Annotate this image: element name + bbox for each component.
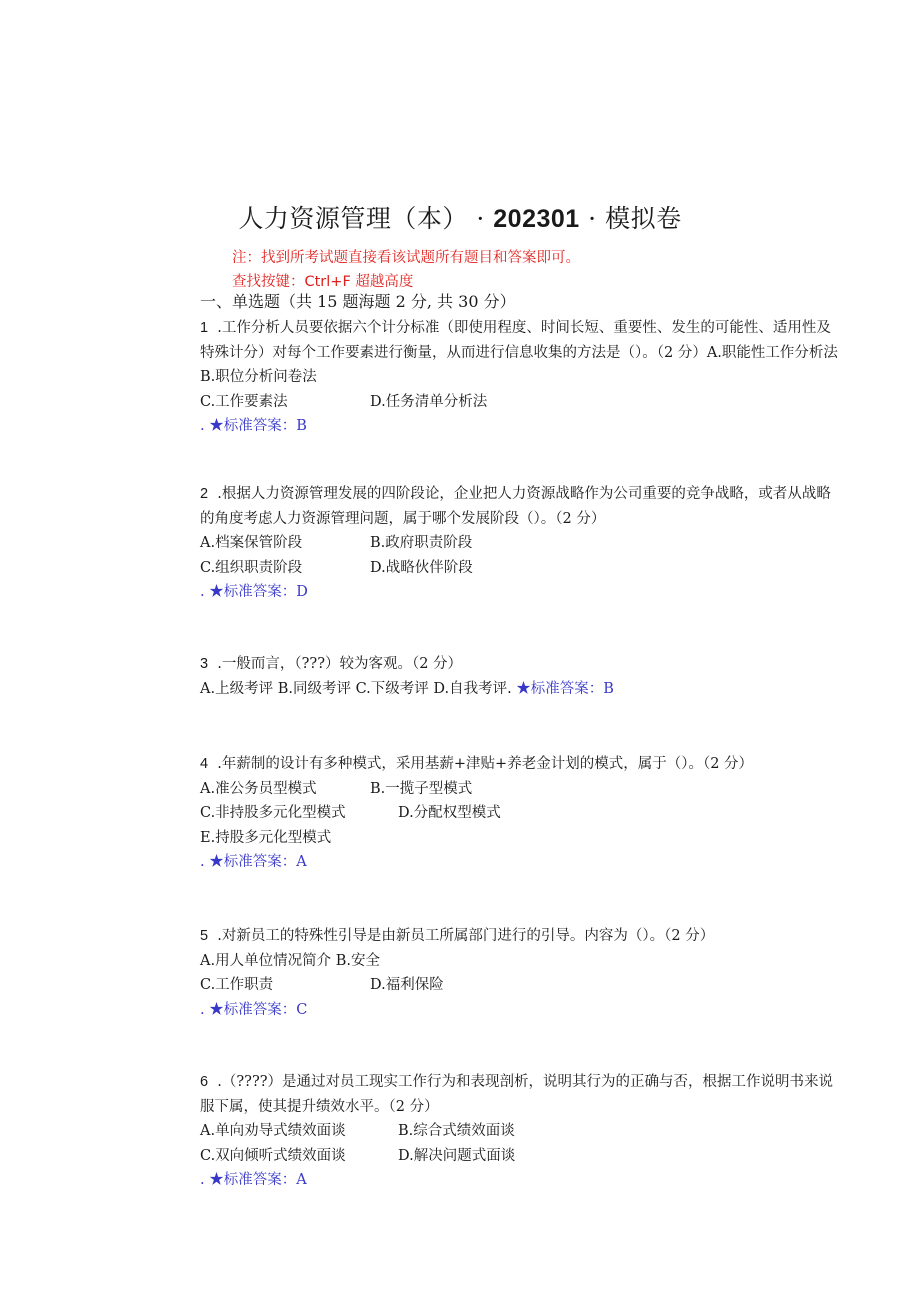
- question-number: 6: [200, 1074, 209, 1090]
- question-stem: .（????）是通过对员工现实工作行为和表现剖析，说明其行为的正确与否，根据工作说明书来说服下属，使其提升绩效水平。（2 分）: [200, 1074, 833, 1115]
- question-stem: .对新员工的特殊性引导是由新员工所属部门进行的引导。内容为（）。（2 分）: [217, 928, 715, 944]
- question-1: [200, 316, 845, 439]
- standard-answer: ★标准答案：B: [516, 680, 614, 697]
- question-number: 2: [200, 486, 209, 502]
- title-separator: ·: [476, 204, 485, 233]
- title-prefix: 人力资源管理（本）: [238, 204, 468, 233]
- title-code: 202301: [493, 205, 580, 233]
- question-5: [200, 924, 845, 1022]
- option-b: B.一揽子型模式: [370, 780, 473, 797]
- question-number: 3: [200, 656, 209, 672]
- option-a: A.准公务员型模式: [200, 780, 317, 797]
- title-suffix: 模拟卷: [605, 204, 682, 233]
- option-d: D.任务清单分析法: [370, 393, 488, 410]
- question-2: [200, 482, 845, 605]
- standard-answer: . ★标准答案：D: [200, 584, 308, 600]
- option-d: D.福利保险: [370, 977, 444, 993]
- option-d: D.分配权型模式: [398, 805, 501, 821]
- option-a-b: A.用人单位情况简介 B.安全: [200, 952, 380, 969]
- question-stem: .工作分析人员要依据六个计分标准（即使用程度、时间长短、重要性、发生的可能性、适用性及特殊计分）对每个工作要素进行衡量，从而进行信息收集的方法是（）。（2 分）A.职能性工作分析法 B.职位分析问卷法: [200, 320, 838, 385]
- option-c: C.非持股多元化型模式: [200, 805, 346, 821]
- standard-answer: . ★标准答案：A: [200, 854, 307, 870]
- question-number: 5: [200, 928, 209, 944]
- standard-answer: . ★标准答案：A: [200, 1172, 307, 1188]
- inline-options: A.上级考评 B.同级考评 C.下级考评 D.自我考评.: [200, 680, 512, 697]
- section-heading: 一、单选题（共 15 题海题 2 分, 共 30 分）: [200, 292, 516, 311]
- option-a: A.档案保管阶段: [200, 535, 303, 551]
- option-d: D.战略伙伴阶段: [370, 559, 473, 576]
- option-c: C.工作职责: [200, 977, 274, 993]
- option-c: C.组织职责阶段: [200, 559, 303, 576]
- question-stem: .一般而言，（???）较为客观。（2 分）: [217, 656, 463, 672]
- question-number: 4: [200, 756, 209, 772]
- question-4: [200, 752, 845, 875]
- question-6: [200, 1070, 845, 1193]
- document-title: [0, 202, 920, 236]
- option-c: C.双向倾听式绩效面谈: [200, 1147, 346, 1164]
- option-c: C.工作要素法: [200, 393, 288, 410]
- question-stem: .根据人力资源管理发展的四阶段论，企业把人力资源战略作为公司重要的竞争战略，或者从战略的角度考虑人力资源管理问题，属于哪个发展阶段（）。（2 分）: [200, 486, 831, 527]
- standard-answer: . ★标准答案：B: [200, 418, 307, 434]
- note-search-key: 查找按键：Ctrl+F 超越高度: [232, 274, 414, 290]
- option-d: D.解决问题式面谈: [398, 1147, 516, 1164]
- question-3: [200, 652, 845, 701]
- title-separator: ·: [588, 204, 597, 233]
- option-b: B.综合式绩效面谈: [398, 1123, 515, 1139]
- option-b: B.政府职责阶段: [370, 535, 473, 551]
- question-number: 1: [200, 320, 209, 336]
- option-e: E.持股多元化型模式: [200, 829, 332, 846]
- note-instruction: 注：找到所考试题直接看该试题所有题目和答案即可。: [232, 250, 580, 266]
- option-a: A.单向劝导式绩效面谈: [200, 1123, 346, 1139]
- standard-answer: . ★标准答案：C: [200, 1001, 308, 1018]
- question-stem: .年薪制的设计有多种模式，采用基薪+津贴+养老金计划的模式，属于（）。（2 分）: [217, 756, 754, 772]
